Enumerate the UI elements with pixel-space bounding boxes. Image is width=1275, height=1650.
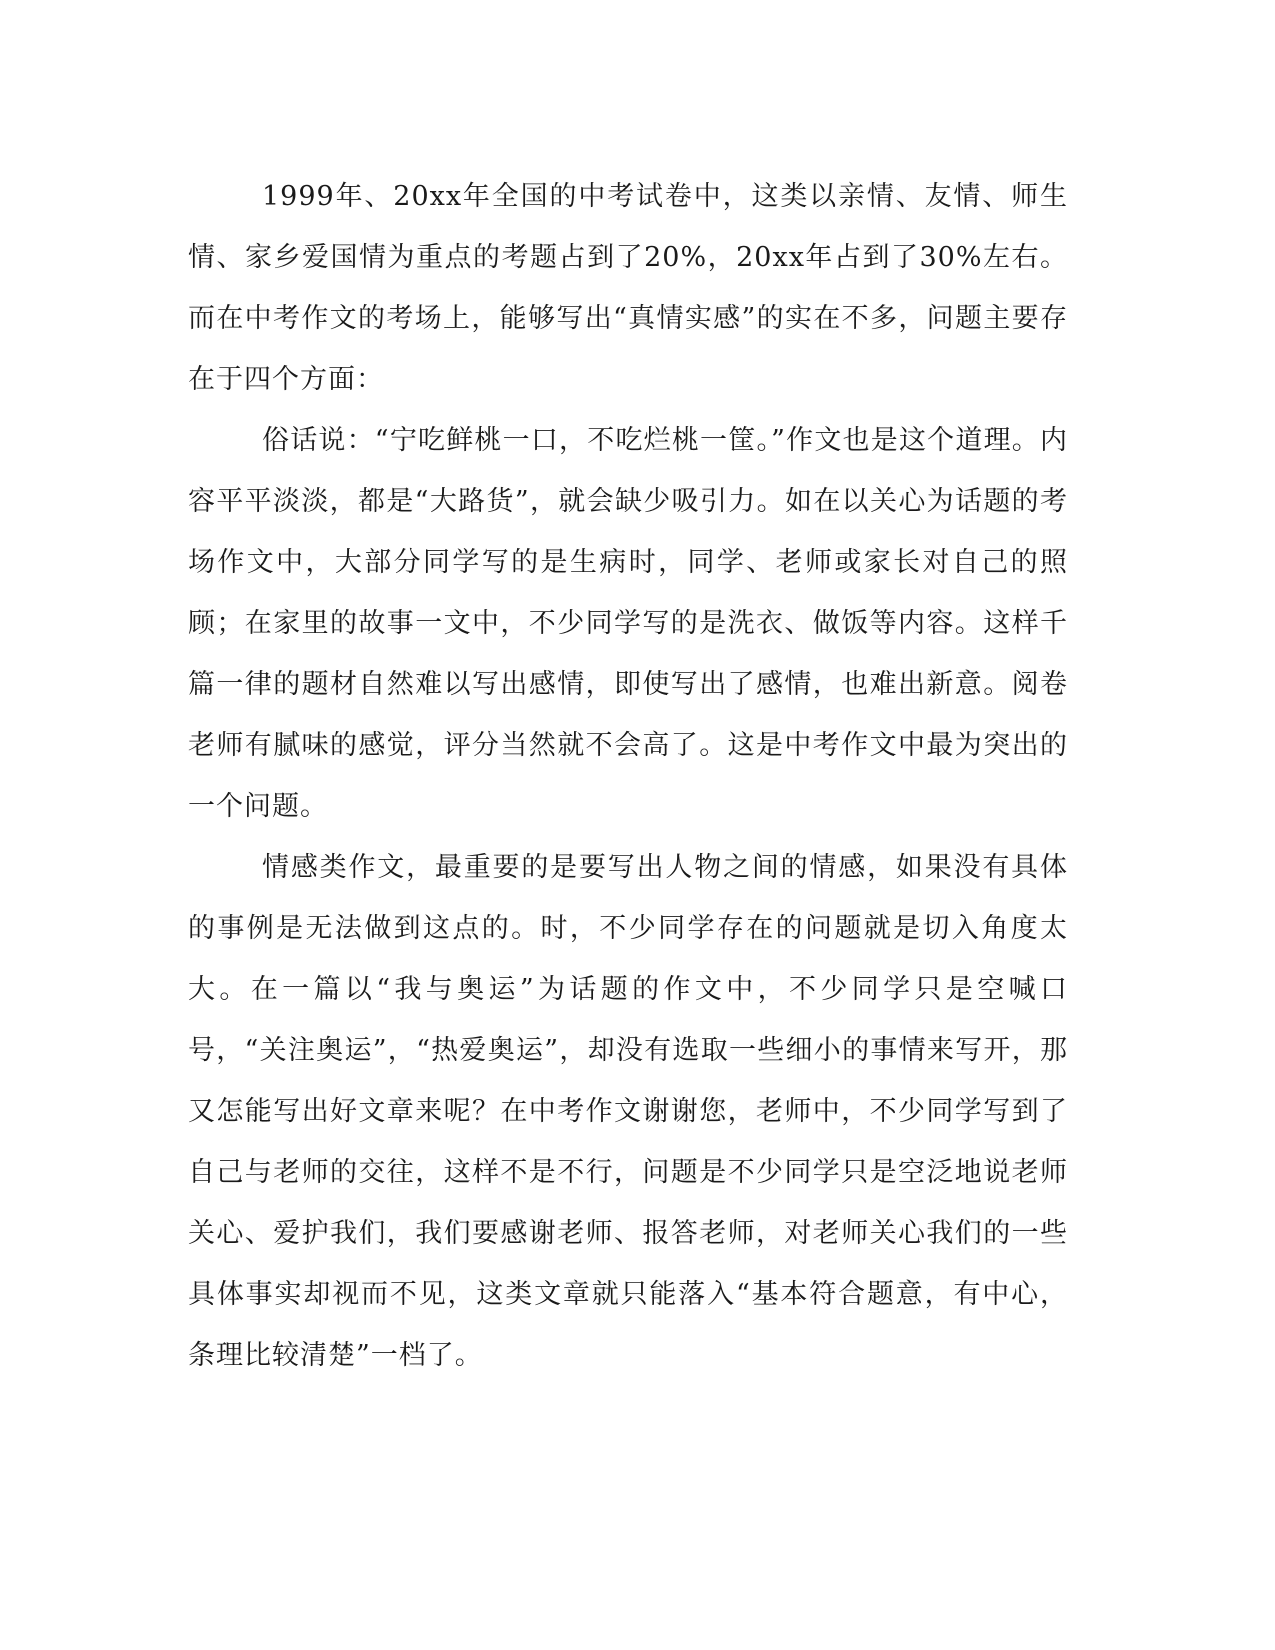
- document-body: [188, 166, 1068, 1386]
- paragraph-3: 情感类作文，最重要的是要写出人物之间的情感，如果没有具体的事例是无法做到这点的。时，不少同学存在的问题就是切入角度太大。在一篇以“我与奥运”为话题的作文中，不少同学只是空喊口号，“关注奥运”，“热爱奥运”，却没有选取一些细小的事情来写开，那又怎能写出好文章来呢？在中考作文谢谢您，老师中，不少同学写到了自己与老师的交往，这样不是不行，问题是不少同学只是空泛地说老师关心、爱护我们，我们要感谢老师、报答老师，对老师关心我们的一些具体事实却视而不见，这类文章就只能落入“基本符合题意，有中心，条理比较清楚”一档了。: [188, 852, 1068, 1371]
- paragraph-1: 1999年、20xx年全国的中考试卷中，这类以亲情、友情、师生情、家乡爱国情为重点的考题占到了20%，20xx年占到了30%左右。而在中考作文的考场上，能够写出“真情实感”的实在不多，问题主要存在于四个方面：: [188, 181, 1068, 395]
- paragraph-2: 俗话说：“宁吃鲜桃一口，不吃烂桃一筐。”作文也是这个道理。内容平平淡淡，都是“大路货”，就会缺少吸引力。如在以关心为话题的考场作文中，大部分同学写的是生病时，同学、老师或家长对自己的照顾；在家里的故事一文中，不少同学写的是洗衣、做饭等内容。这样千篇一律的题材自然难以写出感情，即使写出了感情，也难出新意。阅卷老师有腻味的感觉，评分当然就不会高了。这是中考作文中最为突出的一个问题。: [188, 425, 1068, 822]
